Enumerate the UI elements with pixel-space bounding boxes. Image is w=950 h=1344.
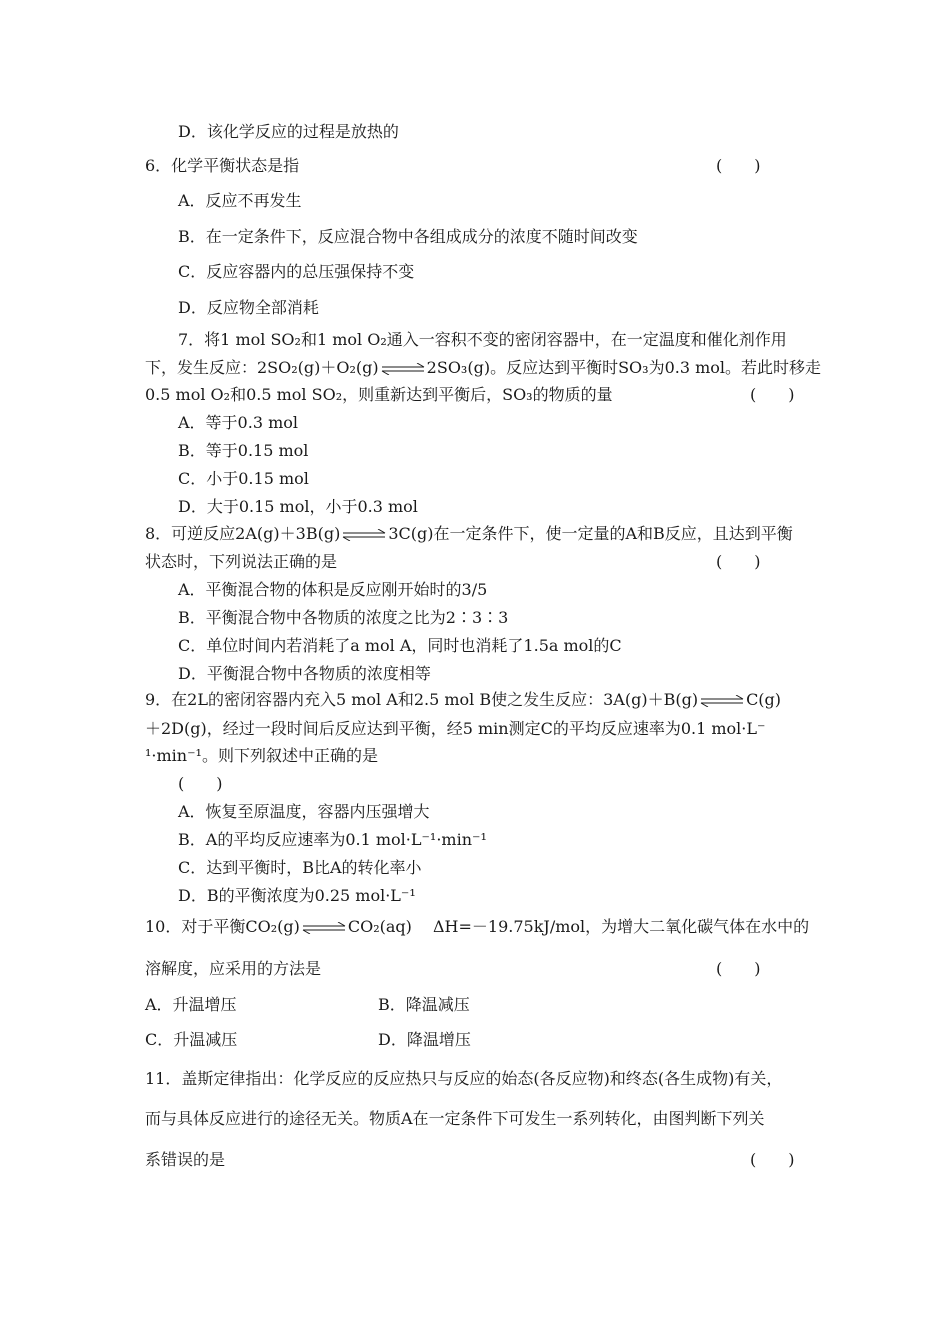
q8-option-c: C．单位时间内若消耗了a mol A，同时也消耗了1.5a mol的C [178, 636, 622, 655]
q8-option-a: A．平衡混合物的体积是反应刚开始时的3/5 [178, 580, 488, 599]
q10-option-b: B．降温减压 [378, 995, 470, 1014]
q7-option-a: A．等于0.3 mol [178, 413, 299, 432]
q7-stem-line2 [145, 358, 821, 378]
q7-option-c: C．小于0.15 mol [178, 469, 309, 488]
q10-option-d: D．降温增压 [378, 1030, 471, 1049]
equilibrium-arrow-icon [381, 363, 425, 375]
q10-option-c: C．升温减压 [145, 1030, 238, 1049]
q9-stem-line1-b: C(g) [746, 690, 782, 709]
q9-stem-line1-a: 9．在2L的密闭容器内充入5 mol A和2.5 mol B使之发生反应：3A(g)＋B(g) [145, 690, 699, 709]
q8-option-d: D．平衡混合物中各物质的浓度相等 [178, 664, 431, 683]
q9-option-a: A．恢复至原温度，容器内压强增大 [178, 802, 430, 821]
q6-option-a: A．反应不再发生 [178, 191, 302, 210]
q7-stem-line2-b: 2SO₃(g)。反应达到平衡时SO₃为0.3 mol。若此时移走 [426, 358, 822, 377]
q9-option-b: B．A的平均反应速率为0.1 mol·L⁻¹·min⁻¹ [178, 830, 487, 849]
q10-stem-line1 [145, 917, 809, 937]
q7-stem-line3: 0.5 mol O₂和0.5 mol SO₂，则重新达到平衡后，SO₃的物质的量 [145, 385, 613, 404]
equilibrium-arrow-icon [302, 922, 346, 934]
q9-stem-line2: ＋2D(g)，经过一段时间后反应达到平衡，经5 min测定C的平均反应速率为0.1 mol·L⁻ [145, 719, 766, 738]
q6-answer-paren: ( ) [716, 156, 761, 175]
q11-answer-paren: ( ) [750, 1150, 795, 1169]
equilibrium-arrow-icon [700, 695, 744, 707]
q6-option-d: D．反应物全部消耗 [178, 298, 319, 317]
q7-option-b: B．等于0.15 mol [178, 441, 309, 460]
q7-stem-line1: 7．将1 mol SO₂和1 mol O₂通入一容积不变的密闭容器中，在一定温度和催化剂作用 [178, 330, 787, 349]
q6-stem: 6．化学平衡状态是指 [145, 156, 300, 175]
q10-answer-paren: ( ) [716, 959, 761, 978]
q8-answer-paren: ( ) [716, 552, 761, 571]
q7-option-d: D．大于0.15 mol，小于0.3 mol [178, 497, 418, 516]
q5-option-d: D．该化学反应的过程是放热的 [178, 122, 399, 141]
q9-stem-line3: ¹·min⁻¹。则下列叙述中正确的是 [145, 746, 378, 765]
q8-stem-line1-b: 3C(g)在一定条件下，使一定量的A和B反应，且达到平衡 [388, 524, 793, 543]
q10-stem-line2: 溶解度，应采用的方法是 [145, 959, 322, 978]
q11-stem-line1: 11．盖斯定律指出：化学反应的反应热只与反应的始态(各反应物)和终态(各生成物)有关， [145, 1069, 783, 1088]
q9-answer-paren: ( ) [178, 774, 223, 793]
q9-option-c: C．达到平衡时，B比A的转化率小 [178, 858, 422, 877]
q8-option-b: B．平衡混合物中各物质的浓度之比为2∶3∶3 [178, 608, 509, 627]
q11-stem-line2: 而与具体反应进行的途径无关。物质A在一定条件下可发生一系列转化，由图判断下列关 [145, 1109, 765, 1128]
q7-answer-paren: ( ) [750, 385, 795, 404]
q10-stem-line1-b: CO₂(aq) ΔH=－19.75kJ/mol，为增大二氧化碳气体在水中的 [347, 917, 810, 936]
q9-option-d: D．B的平衡浓度为0.25 mol·L⁻¹ [178, 886, 416, 905]
q11-stem-line3: 系错误的是 [145, 1150, 226, 1169]
q10-stem-line1-a: 10．对于平衡CO₂(g) [145, 917, 300, 936]
equilibrium-arrow-icon [342, 529, 386, 541]
q8-stem-line1 [145, 524, 793, 544]
q8-stem-line1-a: 8．可逆反应2A(g)＋3B(g) [145, 524, 341, 543]
q6-option-c: C．反应容器内的总压强保持不变 [178, 262, 415, 281]
q7-stem-line2-a: 下，发生反应：2SO₂(g)＋O₂(g) [145, 358, 379, 377]
q8-stem-line2: 状态时，下列说法正确的是 [145, 552, 338, 571]
q10-option-a: A．升温增压 [145, 995, 237, 1014]
q6-option-b: B．在一定条件下，反应混合物中各组成成分的浓度不随时间改变 [178, 227, 638, 246]
q9-stem-line1 [145, 690, 781, 710]
